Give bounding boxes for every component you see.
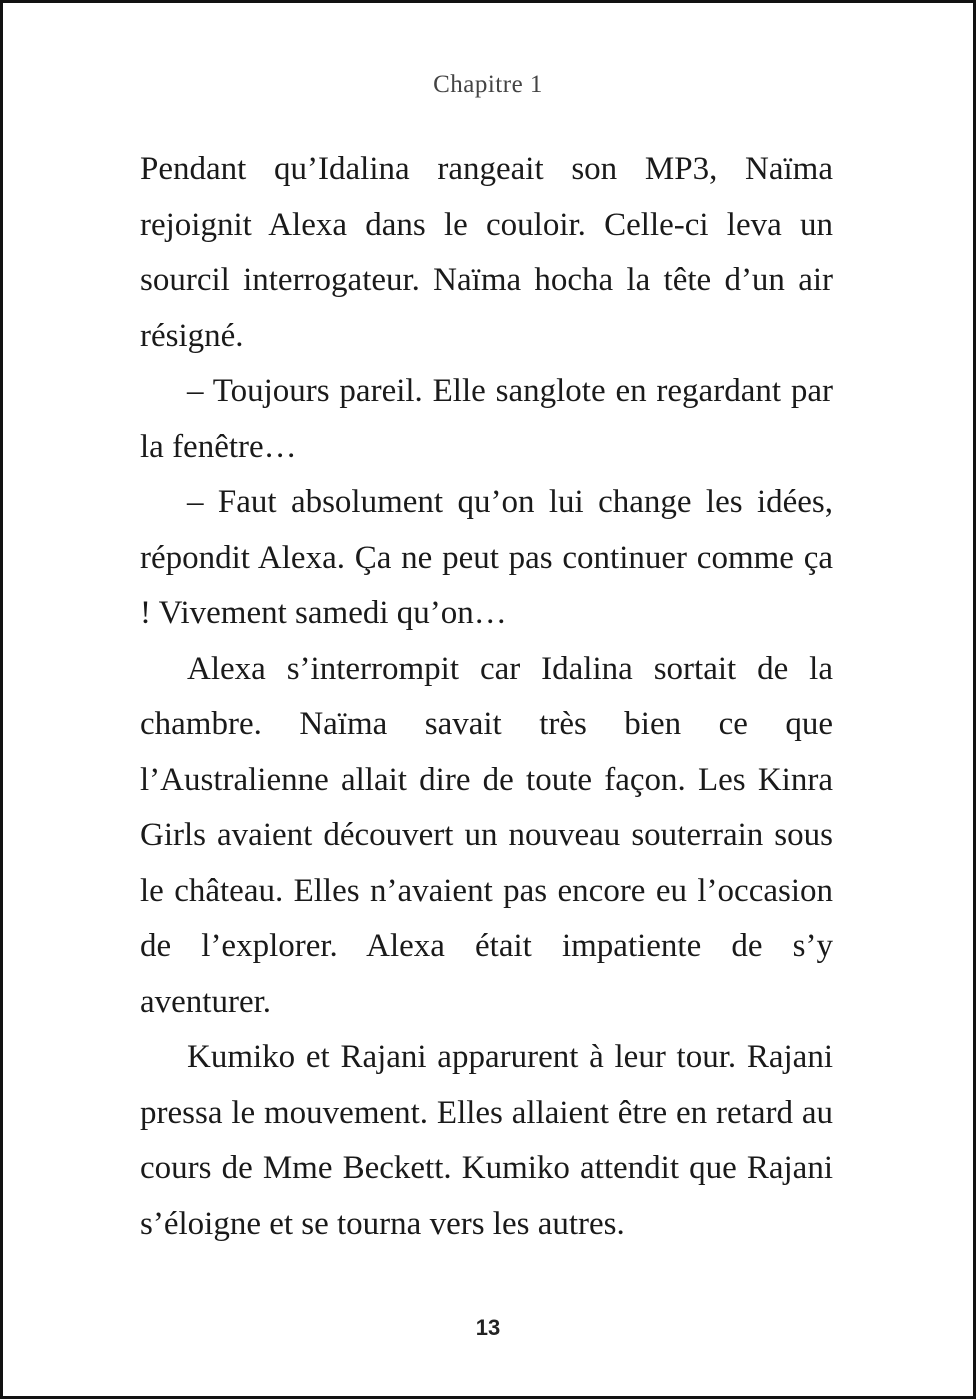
paragraph: – Faut absolument qu’on lui change les idées, répondit Alexa. Ça ne peut pas continuer comme ça ! Vivement samedi qu’on… — [140, 484, 833, 631]
body-text — [140, 142, 833, 1252]
paragraph: Alexa s’interrompit car Idalina sortait de la chambre. Naïma savait très bien ce que l’Australienne allait dire de toute façon. Les Kinra Girls avaient découvert un nouveau souterrain sous le château. Elles n’avaient pas encore eu l’occasion de l’explorer. Alexa était impatiente de s’y aventurer. — [140, 650, 833, 1020]
paragraph: Kumiko et Rajani apparurent à leur tour. Rajani pressa le mouvement. Elles allaient être en retard au cours de Mme Beckett. Kumiko attendit que Rajani s’éloigne et se tourna vers les autres. — [140, 1039, 833, 1242]
paragraph: – Toujours pareil. Elle sanglote en regardant par la fenêtre… — [140, 373, 833, 465]
running-head: Chapitre 1 — [433, 71, 543, 98]
page-number: 13 — [475, 1315, 501, 1340]
paragraph: Pendant qu’Idalina rangeait son MP3, Naïma rejoignit Alexa dans le couloir. Celle-ci leva un sourcil interrogateur. Naïma hocha la tête d’un air résigné. — [140, 151, 833, 354]
